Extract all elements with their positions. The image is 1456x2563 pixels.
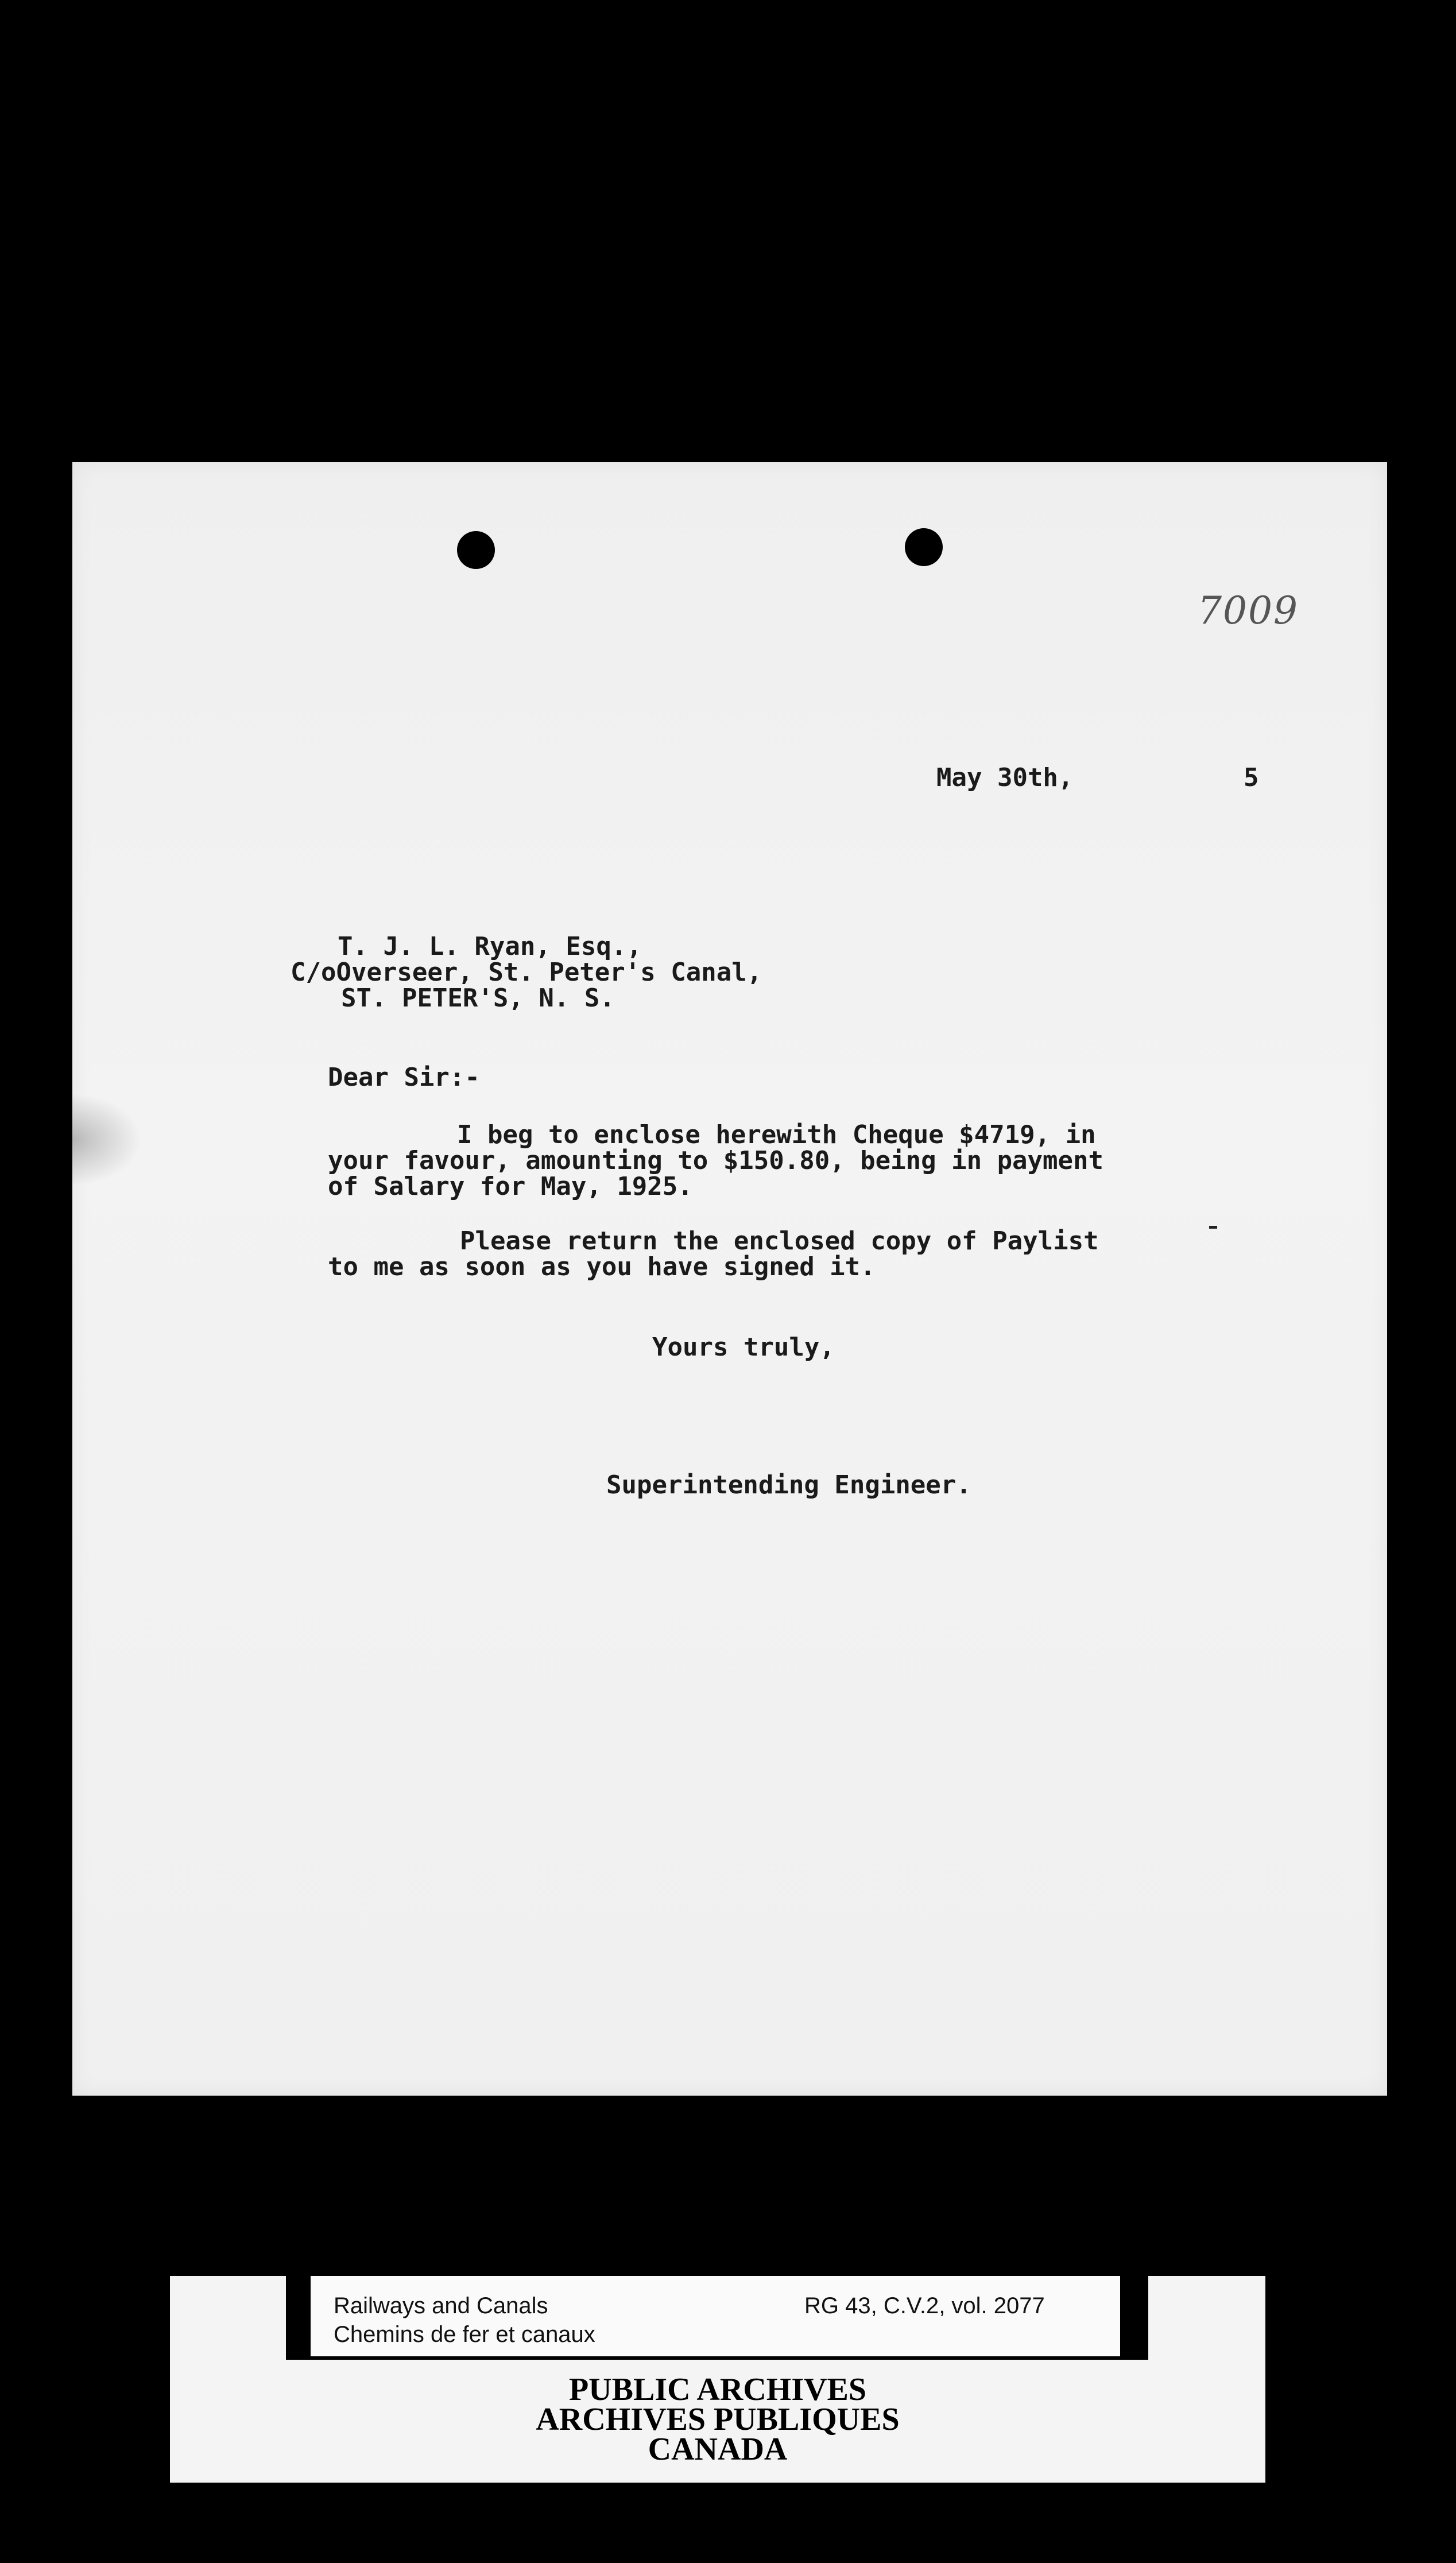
archive-title-french: ARCHIVES PUBLIQUES	[536, 2402, 900, 2437]
edge-smudge	[72, 1094, 141, 1186]
recipient-care-of: C/oOverseer, St. Peter's Canal,	[291, 958, 762, 987]
body-paragraph-1-line-1: I beg to enclose herewith Cheque $4719, in	[457, 1120, 1096, 1149]
archive-title-english: PUBLIC ARCHIVES	[568, 2372, 867, 2407]
department-english: Railways and Canals	[334, 2293, 548, 2318]
signature-title: Superintending Engineer.	[606, 1470, 971, 1500]
letter-sheet	[72, 462, 1387, 2096]
punch-hole-right	[905, 528, 943, 566]
recipient-name: T. J. L. Ryan, Esq.,	[338, 932, 642, 961]
page-number: 5	[1244, 763, 1259, 792]
department-french: Chemins de fer et canaux	[334, 2322, 595, 2347]
recipient-location: ST. PETER'S, N. S.	[341, 984, 615, 1013]
closing: Yours truly,	[652, 1333, 835, 1362]
body-paragraph-1-line-2: your favour, amounting to $150.80, being in payment	[328, 1146, 1104, 1175]
margin-dash	[1209, 1226, 1217, 1229]
punch-hole-left	[457, 531, 495, 569]
body-paragraph-1-line-3: of Salary for May, 1925.	[328, 1172, 693, 1201]
salutation: Dear Sir:-	[328, 1063, 480, 1092]
archive-label-card	[170, 2276, 1265, 2483]
body-paragraph-2-line-1: Please return the enclosed copy of Paylist	[460, 1226, 1099, 1256]
body-paragraph-2-line-2: to me as soon as you have signed it.	[328, 1252, 876, 1282]
stamp-number: 7009	[1198, 589, 1299, 633]
letter-date: May 30th,	[936, 763, 1074, 792]
archive-reference: RG 43, C.V.2, vol. 2077	[804, 2293, 1045, 2318]
archive-title-country: CANADA	[648, 2432, 788, 2467]
